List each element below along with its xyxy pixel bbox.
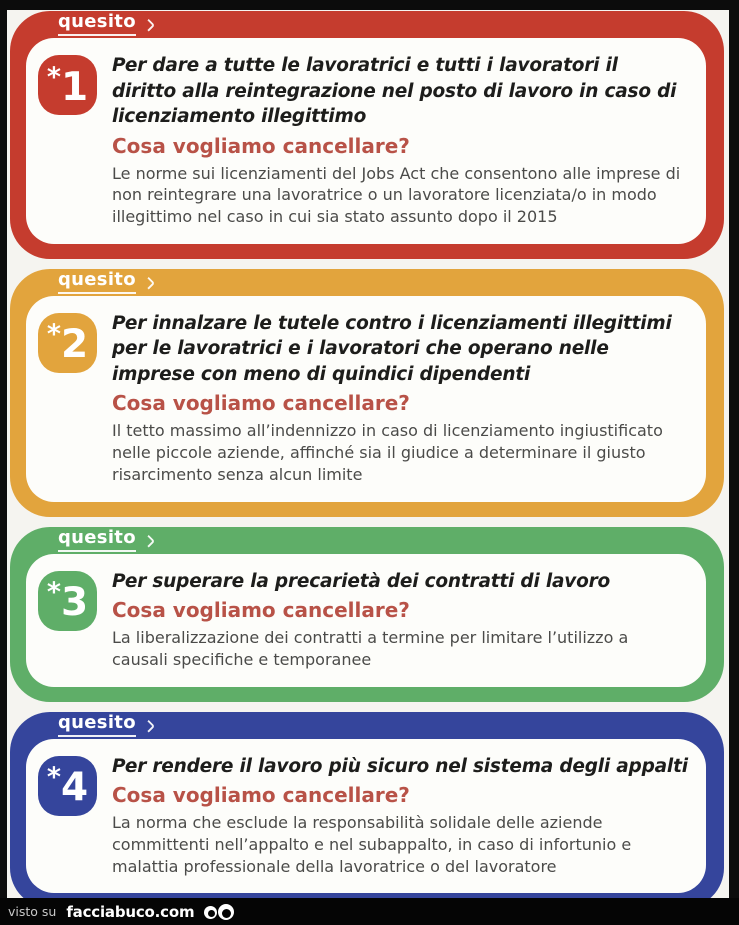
quesito-tab-label: quesito: [58, 529, 136, 552]
chevron-right-icon: [142, 719, 155, 732]
card-content: [112, 311, 688, 486]
googly-eyes-icon: [204, 904, 234, 920]
quesito-card-4: [10, 712, 724, 898]
card-body: [26, 296, 706, 502]
question-number-badge: [38, 571, 97, 631]
quesito-tab-label: quesito: [58, 13, 136, 36]
question-answer: Le norme sui licenziamenti del Jobs Act che consentono alle imprese di non reintegrare una lavoratrice o un lavoratore licenziata/o in modo illegittimo nel caso in cui sia stato assunto dopo il 2015: [112, 163, 681, 227]
asterisk: *: [46, 762, 61, 794]
question-answer: Il tetto massimo all’indennizzo in caso di licenziamento ingiustificato nelle piccole aziende, affinché sia il giudice a determinare il giusto risarcimento senza alcun limite: [112, 421, 663, 484]
quesito-tab: [26, 527, 706, 554]
quesito-tab: [26, 269, 706, 296]
asterisk: *: [46, 319, 61, 351]
question-number-badge: [38, 55, 97, 115]
question-title: Per dare a tutte le lavoratrici e tutti i lavoratori il diritto alla reintegrazione nel posto di lavoro in caso di licenziamento illegittimo: [112, 55, 677, 128]
question-answer: La norma che esclude la responsabilità solidale delle aziende committenti nell’appalto e nel subappalto, in caso di infortunio e malattia professionale della lavoratrice o del lavoratore: [112, 813, 632, 876]
quesito-card-3: [10, 527, 724, 702]
card-content: [112, 53, 688, 228]
question-number: 2: [60, 322, 89, 368]
question-prompt: Cosa vogliamo cancellare?: [112, 783, 410, 808]
question-prompt: Cosa vogliamo cancellare?: [112, 598, 410, 623]
site-name: facciabuco.com: [66, 902, 195, 921]
eye-icon: [218, 904, 234, 920]
question-title: Per innalzare le tutele contro i licenziamenti illegittimi per le lavoratrici e i lavoratori che operano nelle imprese con meno di quindici dipendenti: [112, 312, 672, 385]
asterisk: *: [46, 577, 61, 609]
card-content: [112, 569, 688, 671]
quesito-tab-label: quesito: [58, 271, 136, 294]
eye-icon: [204, 906, 217, 919]
question-title: Per rendere il lavoro più sicuro nel sistema degli appalti: [112, 755, 688, 777]
question-number-badge: [38, 313, 97, 373]
chevron-right-icon: [142, 534, 155, 547]
question-number: 1: [60, 64, 89, 110]
question-prompt: Cosa vogliamo cancellare?: [112, 133, 410, 158]
card-body: [26, 38, 706, 244]
seen-on-label: visto su: [8, 904, 57, 919]
quesito-tab: [26, 712, 706, 739]
quesito-tab: [26, 11, 706, 38]
chevron-right-icon: [142, 19, 155, 32]
question-number: 3: [60, 580, 89, 626]
asterisk: *: [46, 61, 61, 93]
quesito-card-1: [10, 11, 724, 259]
question-number: 4: [60, 765, 89, 811]
question-title: Per superare la precarietà dei contratti di lavoro: [112, 570, 611, 592]
question-answer: La liberalizzazione dei contratti a termine per limitare l’utilizzo a causali specifiche e temporanee: [112, 628, 629, 669]
quesito-tab-label: quesito: [58, 714, 136, 737]
question-prompt: Cosa vogliamo cancellare?: [112, 391, 410, 416]
card-body: [26, 739, 706, 894]
card-content: [112, 754, 688, 878]
chevron-right-icon: [142, 277, 155, 290]
question-number-badge: [38, 756, 97, 816]
quesito-card-2: [10, 269, 724, 517]
infographic-canvas: [7, 10, 729, 898]
watermark-bar: [0, 898, 739, 925]
card-body: [26, 554, 706, 687]
